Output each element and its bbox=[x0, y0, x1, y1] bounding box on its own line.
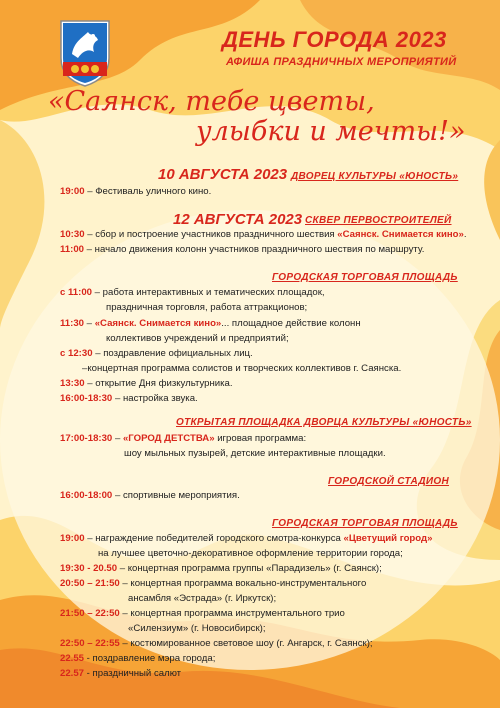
event-line bbox=[60, 244, 424, 256]
event-line bbox=[60, 638, 373, 650]
event-text: - праздничный салют bbox=[84, 668, 182, 679]
event-time: 11:00 bbox=[60, 244, 85, 255]
slogan-line-2: улыбки и мечты!» bbox=[196, 116, 466, 147]
event-line-continued: ансамбля «Эстрада» (г. Иркутск); bbox=[128, 593, 277, 604]
event-time: с 11:00 bbox=[60, 287, 93, 298]
event-line bbox=[60, 563, 382, 575]
event-line bbox=[60, 668, 181, 680]
event-line bbox=[60, 608, 345, 620]
venue-stadium: ГОРОДСКОЙ СТАДИОН bbox=[328, 476, 449, 487]
event-time: 21:50 – 22:50 bbox=[60, 608, 120, 619]
event-time: 20:50 – 21:50 bbox=[60, 578, 120, 589]
event-dash: – bbox=[84, 318, 95, 329]
event-line bbox=[60, 229, 467, 241]
event-line-continued: «Силензиум» (г. Новосибирск); bbox=[128, 623, 266, 634]
event-highlight: «Саянск. Снимается кино» bbox=[94, 318, 222, 329]
event-text: – спортивные мероприятия. bbox=[112, 490, 240, 501]
event-text: – работа интерактивных и тематических площадок, bbox=[92, 287, 325, 298]
event-line-continued: шоу мыльных пузырей, детские интерактивные площадки. bbox=[124, 448, 386, 459]
event-time: 19:30 - 20.50 bbox=[60, 563, 118, 574]
event-text: - поздравление мэра города; bbox=[84, 653, 216, 664]
event-text-end: . bbox=[463, 229, 467, 240]
event-text: – награждение победителей городского смотра-конкурса bbox=[84, 533, 344, 544]
event-line bbox=[60, 378, 233, 390]
event-time: 13:30 bbox=[60, 378, 85, 389]
event-time: с 12:30 bbox=[60, 348, 93, 359]
page-subtitle: АФИША ПРАЗДНИЧНЫХ МЕРОПРИЯТИЙ bbox=[226, 56, 457, 68]
event-line-continued: праздничная торговля, работа аттракционов; bbox=[106, 302, 308, 313]
event-text: – поздравление официальных лиц. bbox=[92, 348, 253, 359]
slogan-line-1: «Саянск, тебе цветы, bbox=[48, 86, 375, 117]
event-time: 10:30 bbox=[60, 229, 85, 240]
event-time: 16:00-18:30 bbox=[60, 393, 113, 404]
event-time: 22.55 bbox=[60, 653, 85, 664]
event-highlight: «ГОРОД ДЕТСТВА» bbox=[122, 433, 215, 444]
event-line-continued: коллективов учреждений и предприятий; bbox=[106, 333, 289, 344]
event-line bbox=[60, 533, 432, 545]
event-line-continued: –концертная программа солистов и творческих коллективов г. Саянска. bbox=[82, 363, 402, 374]
event-line bbox=[60, 186, 211, 198]
event-text: – костюмированное световое шоу (г. Ангарск, г. Саянск); bbox=[119, 638, 373, 649]
event-line bbox=[60, 578, 366, 590]
day-2-date: 12 АВГУСТА 2023 bbox=[173, 211, 303, 228]
event-text: – открытие Дня физкультурника. bbox=[84, 378, 233, 389]
event-line bbox=[60, 393, 198, 405]
event-text: игровая программа: bbox=[214, 433, 307, 444]
venue-trade-square-evening: ГОРОДСКАЯ ТОРГОВАЯ ПЛОЩАДЬ bbox=[272, 518, 458, 529]
venue-yunost-open-area: ОТКРЫТАЯ ПЛОЩАДКА ДВОРЦА КУЛЬТУРЫ «ЮНОСТЬ» bbox=[176, 417, 472, 428]
event-line-continued: на лучшее цветочно-декоративное оформление территории города; bbox=[98, 548, 403, 559]
event-highlight: «Цветущий город» bbox=[343, 533, 433, 544]
event-text: – концертная программа вокально-инструментального bbox=[119, 578, 367, 589]
event-text: – сбор и построение участников праздничного шествия bbox=[84, 229, 338, 240]
event-text: – настройка звука. bbox=[112, 393, 198, 404]
page-title: ДЕНЬ ГОРОДА 2023 bbox=[222, 27, 447, 52]
event-highlight: «Саянск. Снимается кино» bbox=[337, 229, 464, 240]
event-line bbox=[60, 348, 253, 360]
event-text: ... площадное действие колонн bbox=[221, 318, 361, 329]
event-time: 17:00-18:30 bbox=[60, 433, 113, 444]
event-time: 16:00-18:00 bbox=[60, 490, 113, 501]
event-line bbox=[60, 287, 325, 299]
venue-trade-square: ГОРОДСКАЯ ТОРГОВАЯ ПЛОЩАДЬ bbox=[272, 272, 458, 283]
event-text: – концертная программа группы «Парадизель» (г. Саянск); bbox=[117, 563, 382, 574]
event-time: 19:00 bbox=[60, 533, 85, 544]
event-line bbox=[60, 318, 361, 330]
event-dash: – bbox=[112, 433, 123, 444]
event-line bbox=[60, 433, 306, 445]
event-line bbox=[60, 490, 240, 502]
event-time: 11:30 bbox=[60, 318, 85, 329]
day-2-venue: СКВЕР ПЕРВОСТРОИТЕЛЕЙ bbox=[305, 215, 452, 226]
event-text: – начало движения колонн участников праздничного шествия по маршруту. bbox=[84, 244, 425, 255]
event-text: – Фестиваль уличного кино. bbox=[84, 186, 212, 197]
city-coat-of-arms-icon bbox=[58, 18, 112, 88]
event-time: 19:00 bbox=[60, 186, 85, 197]
event-line bbox=[60, 653, 215, 665]
event-time: 22.57 bbox=[60, 668, 85, 679]
day-1-date: 10 АВГУСТА 2023 bbox=[158, 166, 288, 183]
event-text: – концертная программа инструментального трио bbox=[119, 608, 345, 619]
event-time: 22:50 – 22:55 bbox=[60, 638, 120, 649]
day-1-venue: ДВОРЕЦ КУЛЬТУРЫ «ЮНОСТЬ» bbox=[291, 171, 459, 182]
